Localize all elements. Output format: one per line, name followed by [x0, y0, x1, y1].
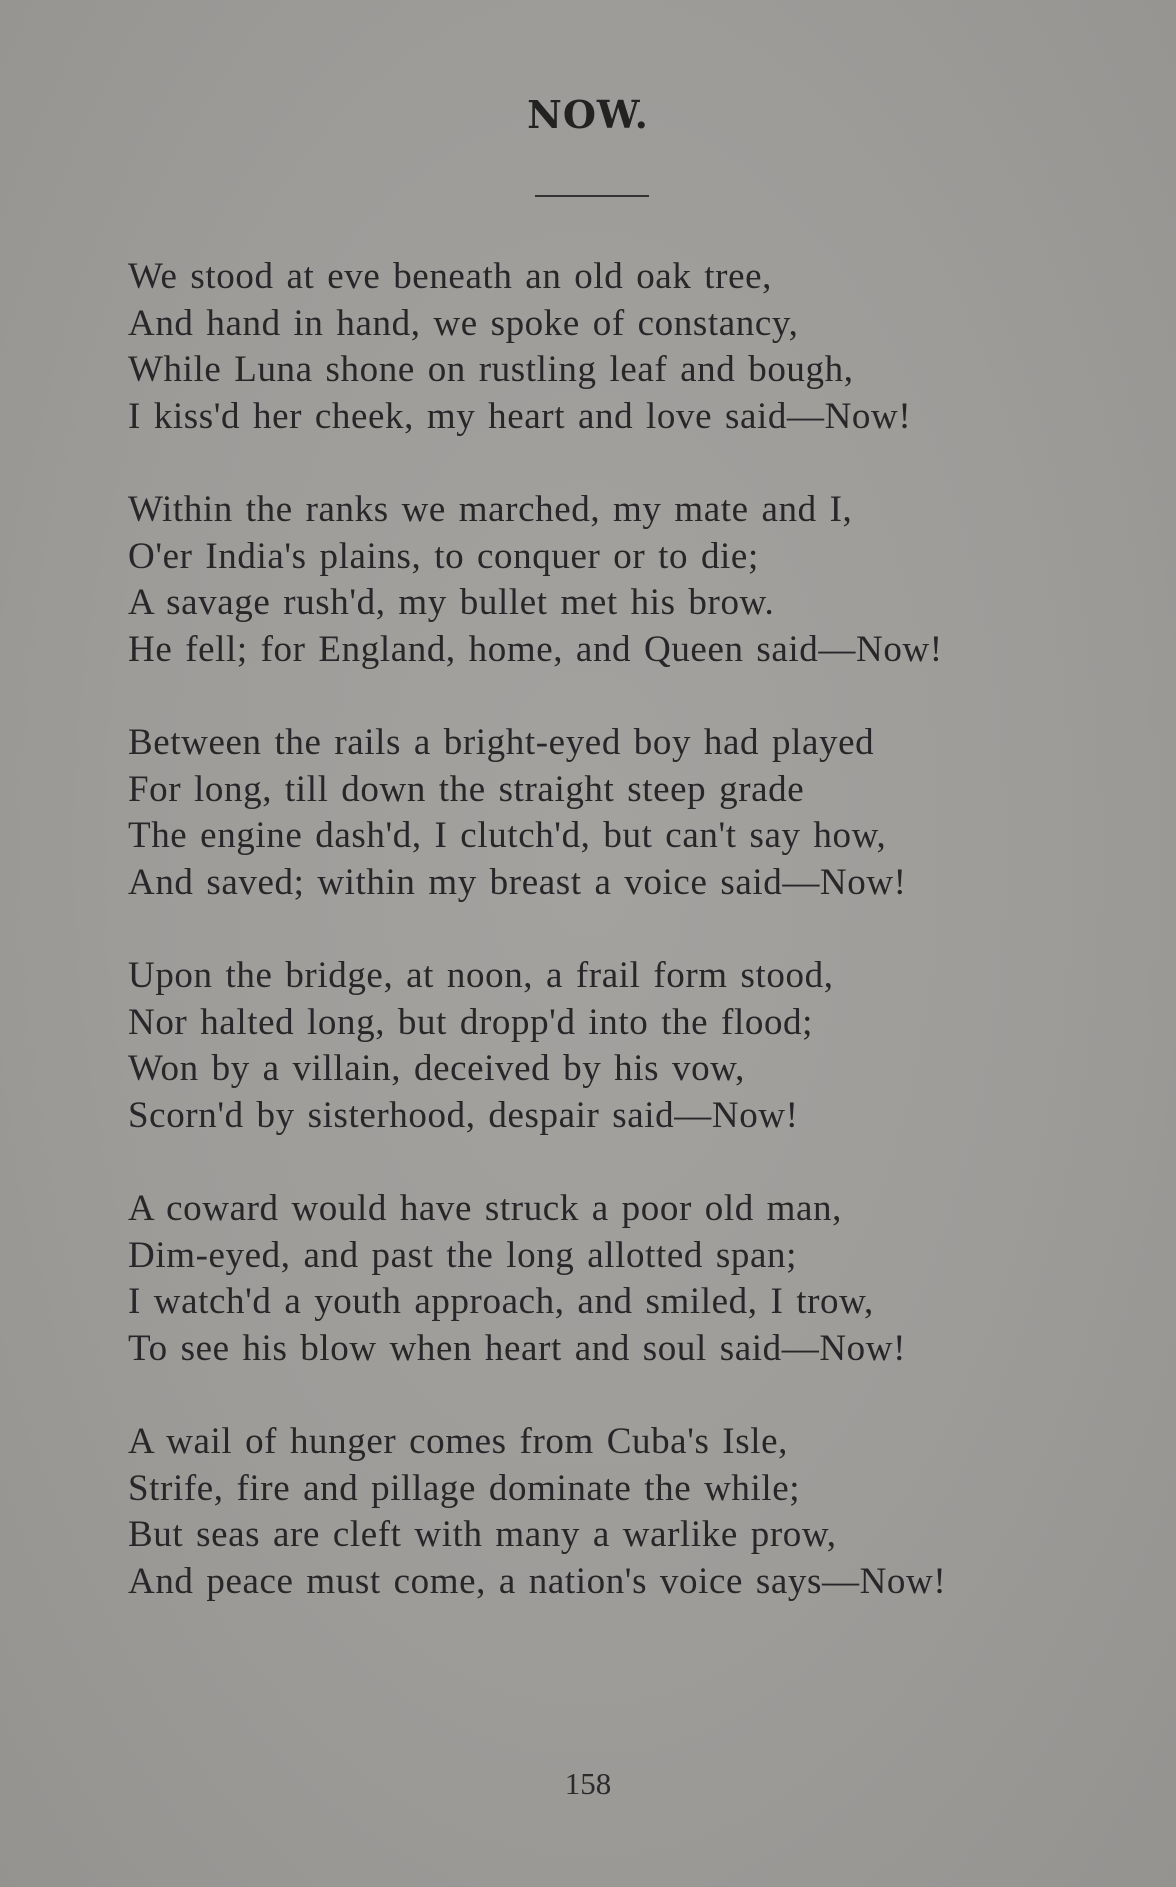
poem-line: But seas are cleft with many a warlike prow, [128, 1514, 837, 1555]
poem-line: O'er India's plains, to conquer or to die; [128, 535, 759, 577]
poem-line: Scorn'd by sisterhood, despair said—Now! [128, 1094, 799, 1136]
title-divider [535, 195, 649, 197]
poem-line: Nor halted long, but dropp'd into the flood; [128, 1001, 814, 1043]
poem-line: Strife, fire and pillage dominate the while; [128, 1467, 801, 1509]
poem-line: Dim-eyed, and past the long allotted span; [128, 1234, 797, 1276]
poem-body [128, 254, 1128, 1652]
poem-title: NOW. [527, 92, 649, 137]
poem-line: And saved; within my breast a voice said—Now! [128, 861, 907, 903]
poem-line: A wail of hunger comes from Cuba's Isle, [128, 1421, 788, 1462]
stanza-4 [128, 953, 1128, 1139]
poem-line: He fell; for England, home, and Queen said—Now! [128, 628, 943, 670]
poem-line: I kiss'd her cheek, my heart and love said—Now! [128, 395, 912, 437]
stanza-2 [128, 487, 1128, 673]
poem-line: The engine dash'd, I clutch'd, but can't say how, [128, 815, 887, 856]
poem-line: To see his blow when heart and soul said—Now! [128, 1327, 906, 1369]
poem-line: A coward would have struck a poor old man, [128, 1188, 843, 1229]
poem-line: Within the ranks we marched, my mate and I, [128, 489, 853, 530]
poem-line: I watch'd a youth approach, and smiled, I trow, [128, 1281, 874, 1322]
stanza-1 [128, 254, 1128, 440]
poem-line: We stood at eve beneath an old oak tree, [128, 256, 772, 297]
poem-line: Won by a villain, deceived by his vow, [128, 1048, 745, 1089]
poem-line: A savage rush'd, my bullet met his brow. [128, 582, 775, 623]
poem-line: Upon the bridge, at noon, a frail form stood, [128, 955, 834, 996]
stanza-5 [128, 1186, 1128, 1372]
poem-line: And hand in hand, we spoke of constancy, [128, 302, 799, 344]
poem-line: While Luna shone on rustling leaf and bough, [128, 349, 854, 390]
stanza-3 [128, 720, 1128, 906]
page-number: 158 [564, 1766, 612, 1801]
poem-line: And peace must come, a nation's voice says—Now! [128, 1560, 947, 1602]
poem-line: Between the rails a bright-eyed boy had played [128, 722, 875, 763]
stanza-6 [128, 1419, 1128, 1605]
poem-line: For long, till down the straight steep grade [128, 768, 805, 810]
